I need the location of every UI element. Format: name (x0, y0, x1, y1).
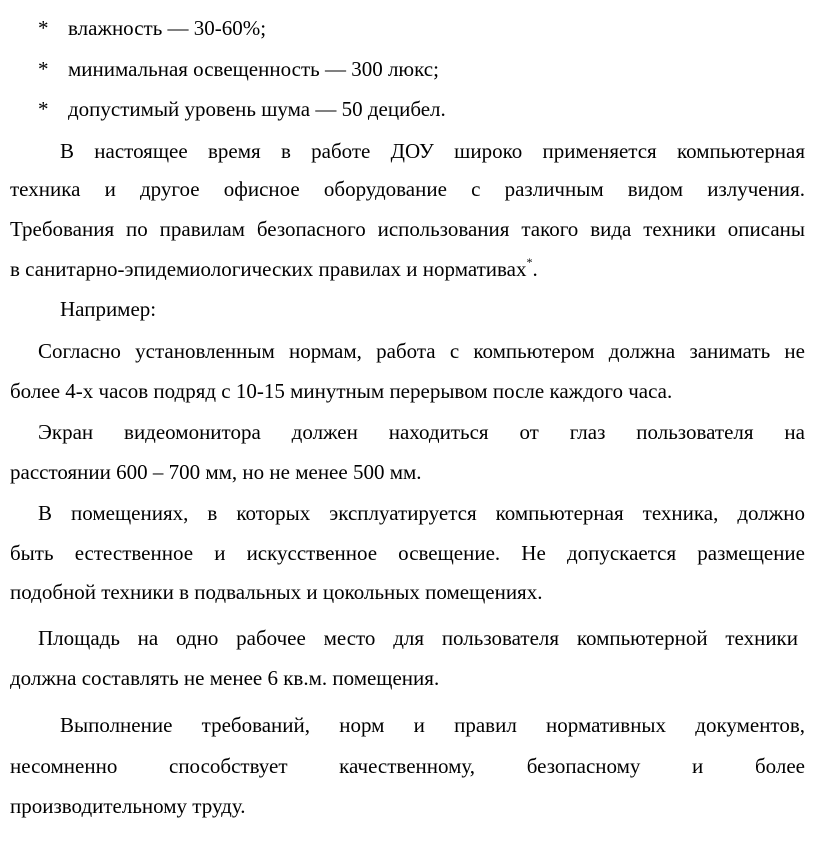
bullet-item (38, 16, 266, 41)
paragraph-line: Выполнение требований, норм и правил нормативных документов, (60, 713, 805, 737)
bullet-item (38, 97, 446, 122)
paragraph-line: В настоящее время в работе ДОУ широко применяется компьютерная (60, 139, 805, 163)
bullet-mark: * (38, 57, 49, 81)
paragraph-line: техника и другое офисное оборудование с различным видом излучения. (10, 177, 805, 201)
paragraph-line: Требования по правилам безопасного использования такого вида техники описаны (10, 217, 805, 241)
bullet-text: влажность — 30-60%; (68, 16, 267, 40)
paragraph-line (10, 257, 538, 282)
bullet-mark: * (38, 97, 49, 121)
paragraph-text: в санитарно-эпидемиологических правилах и нормативах (10, 257, 527, 281)
paragraph-line: Например: (60, 297, 157, 321)
paragraph-line: Согласно установленным нормам, работа с компьютером должна занимать не (38, 339, 805, 363)
paragraph-line: подобной техники в подвальных и цокольных помещениях. (10, 580, 543, 604)
paragraph-line: Площадь на одно рабочее место для пользователя компьютерной техники (38, 626, 798, 650)
paragraph-line: Экран видеомонитора должен находиться от глаз пользователя на (38, 420, 805, 444)
paragraph-line: должна составлять не менее 6 кв.м. помещения. (10, 666, 440, 690)
paragraph-line: производительному труду. (10, 794, 246, 818)
bullet-text: минимальная освещенность — 300 люкс; (68, 57, 439, 81)
paragraph-line: расстоянии 600 – 700 мм, но не менее 500 мм. (10, 460, 422, 484)
bullet-item (38, 57, 439, 82)
paragraph-text: . (532, 257, 538, 281)
paragraph-line: В помещениях, в которых эксплуатируется компьютерная техника, должно (38, 501, 805, 525)
footnote-marker: * (526, 255, 533, 269)
paragraph-line: быть естественное и искусственное освещение. Не допускается размещение (10, 541, 805, 565)
bullet-text: допустимый уровень шума — 50 децибел. (68, 97, 446, 121)
paragraph-line: более 4-х часов подряд с 10-15 минутным перерывом после каждого часа. (10, 379, 673, 403)
bullet-mark: * (38, 16, 49, 40)
paragraph-line: несомненно способствует качественному, безопасному и более (10, 754, 805, 778)
